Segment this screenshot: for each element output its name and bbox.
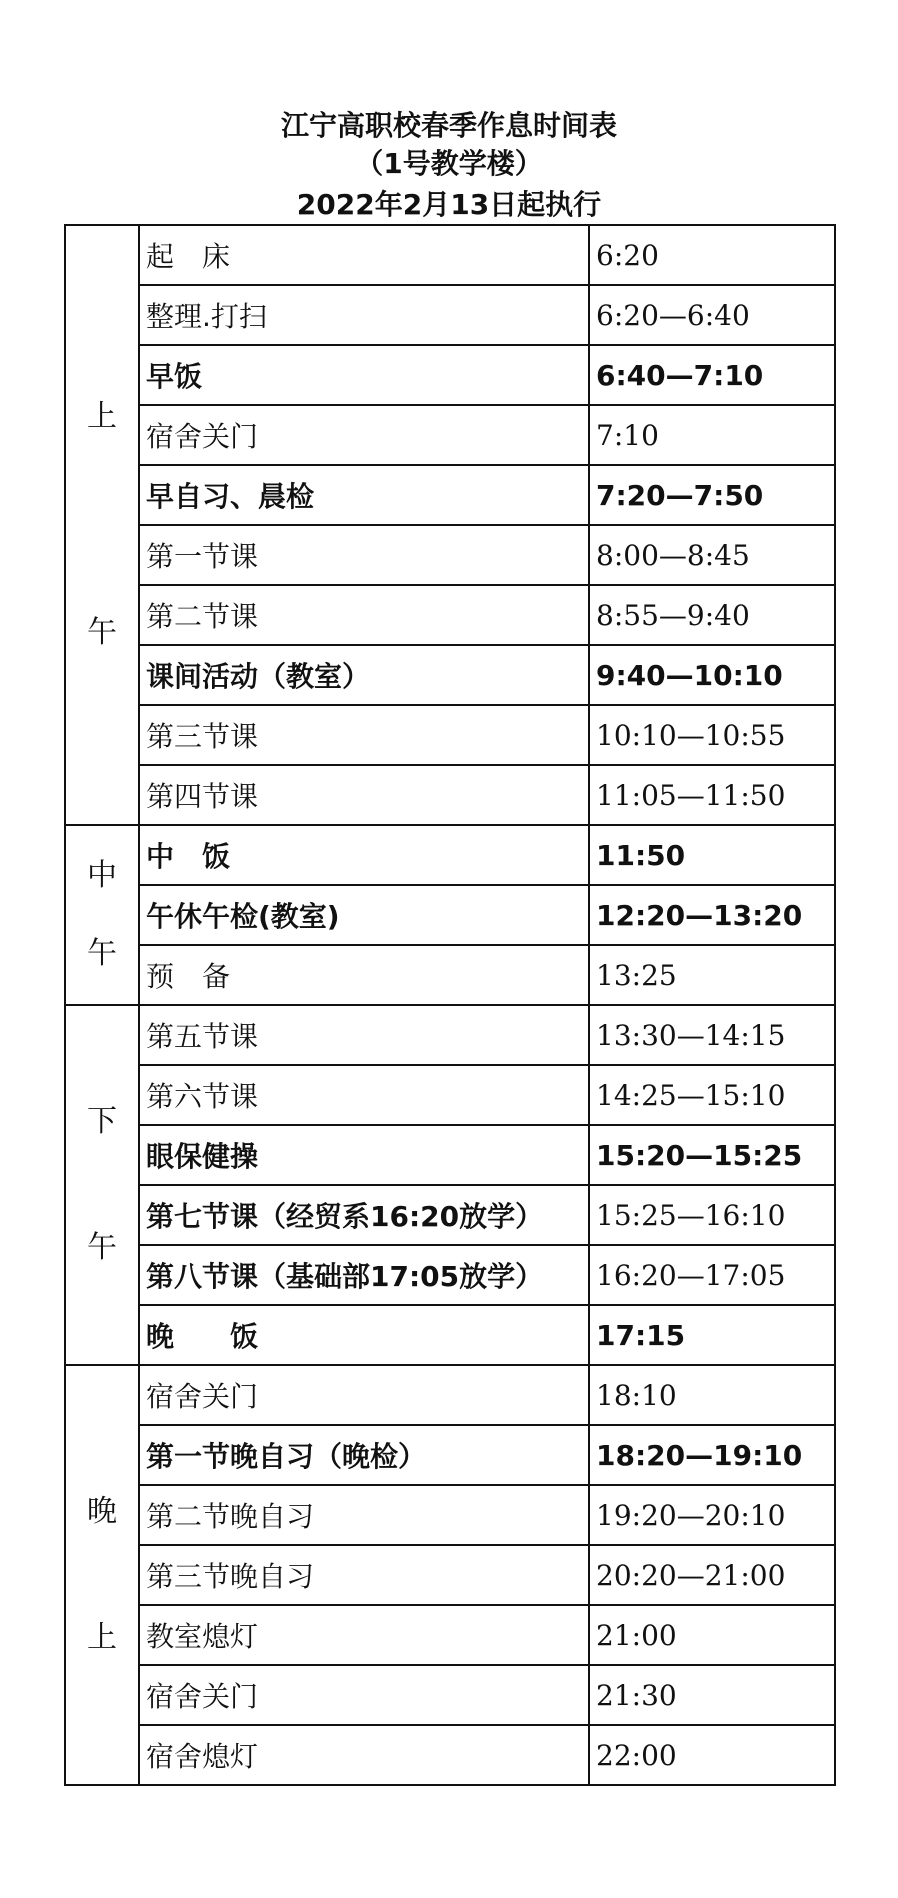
time-cell: 21:30 bbox=[589, 1665, 835, 1725]
period-label: 上 bbox=[87, 1620, 117, 1655]
table-row bbox=[65, 1125, 835, 1185]
time-cell: 10:10—10:55 bbox=[589, 705, 835, 765]
activity-cell: 第三节课 bbox=[139, 705, 589, 765]
activity-cell: 第一节晚自习（晚检） bbox=[139, 1425, 589, 1485]
activity-cell: 午休午检(教室) bbox=[139, 885, 589, 945]
time-cell: 15:20—15:25 bbox=[589, 1125, 835, 1185]
page-subtitle: （1号教学楼） bbox=[355, 147, 543, 180]
table-row bbox=[65, 405, 835, 465]
table-row bbox=[65, 1185, 835, 1245]
table-row bbox=[65, 1305, 835, 1365]
table-row bbox=[65, 885, 835, 945]
period-label: 午 bbox=[87, 936, 117, 971]
time-cell: 18:10 bbox=[589, 1365, 835, 1425]
time-cell: 6:40—7:10 bbox=[589, 345, 835, 405]
table-row bbox=[65, 225, 835, 285]
activity-cell: 早饭 bbox=[139, 345, 589, 405]
table-row bbox=[65, 1485, 835, 1545]
table-row bbox=[65, 765, 835, 825]
activity-cell: 宿舍熄灯 bbox=[139, 1725, 589, 1785]
activity-cell: 第三节晚自习 bbox=[139, 1545, 589, 1605]
table-row bbox=[65, 1725, 835, 1785]
activity-cell: 第二节晚自习 bbox=[139, 1485, 589, 1545]
page-title: 江宁高职校春季作息时间表 bbox=[280, 109, 617, 142]
time-cell: 14:25—15:10 bbox=[589, 1065, 835, 1125]
table-row bbox=[65, 1005, 835, 1065]
period-label: 晚 bbox=[87, 1494, 117, 1529]
table-row bbox=[65, 345, 835, 405]
table-row bbox=[65, 1245, 835, 1305]
period-label: 午 bbox=[87, 1230, 117, 1265]
table-row bbox=[65, 1665, 835, 1725]
activity-cell: 晚 饭 bbox=[139, 1305, 589, 1365]
activity-cell: 中 饭 bbox=[139, 825, 589, 885]
time-cell: 9:40—10:10 bbox=[589, 645, 835, 705]
activity-cell: 第六节课 bbox=[139, 1065, 589, 1125]
time-cell: 21:00 bbox=[589, 1605, 835, 1665]
time-cell: 8:55—9:40 bbox=[589, 585, 835, 645]
activity-cell: 预 备 bbox=[139, 945, 589, 1005]
table-row bbox=[65, 1365, 835, 1425]
time-cell: 17:15 bbox=[589, 1305, 835, 1365]
time-cell: 8:00—8:45 bbox=[589, 525, 835, 585]
activity-cell: 宿舍关门 bbox=[139, 1365, 589, 1425]
table-row bbox=[65, 705, 835, 765]
period-noon bbox=[65, 825, 139, 1005]
period-morning bbox=[65, 225, 139, 825]
table-row bbox=[65, 1545, 835, 1605]
effective-date: 2022年2月13日起执行 bbox=[296, 188, 602, 221]
time-cell: 19:20—20:10 bbox=[589, 1485, 835, 1545]
time-cell: 11:50 bbox=[589, 825, 835, 885]
table-row bbox=[65, 285, 835, 345]
time-cell: 18:20—19:10 bbox=[589, 1425, 835, 1485]
time-cell: 12:20—13:20 bbox=[589, 885, 835, 945]
period-label: 中 bbox=[87, 858, 117, 893]
table-row bbox=[65, 585, 835, 645]
activity-cell: 教室熄灯 bbox=[139, 1605, 589, 1665]
table-row bbox=[65, 645, 835, 705]
table-row bbox=[65, 465, 835, 525]
period-afternoon bbox=[65, 1005, 139, 1365]
table-row bbox=[65, 1425, 835, 1485]
activity-cell: 第四节课 bbox=[139, 765, 589, 825]
time-cell: 7:20—7:50 bbox=[589, 465, 835, 525]
activity-cell: 早自习、晨检 bbox=[139, 465, 589, 525]
activity-cell: 第二节课 bbox=[139, 585, 589, 645]
table-row bbox=[65, 825, 835, 885]
table-row bbox=[65, 1065, 835, 1125]
schedule-body bbox=[65, 225, 835, 1785]
time-cell: 6:20—6:40 bbox=[589, 285, 835, 345]
activity-cell: 第五节课 bbox=[139, 1005, 589, 1065]
time-cell: 6:20 bbox=[589, 225, 835, 285]
activity-cell: 课间活动（教室） bbox=[139, 645, 589, 705]
activity-cell: 第七节课（经贸系16:20放学） bbox=[139, 1185, 589, 1245]
table-row bbox=[65, 945, 835, 1005]
time-cell: 16:20—17:05 bbox=[589, 1245, 835, 1305]
time-cell: 7:10 bbox=[589, 405, 835, 465]
time-cell: 15:25—16:10 bbox=[589, 1185, 835, 1245]
period-evening bbox=[65, 1365, 139, 1785]
time-cell: 22:00 bbox=[589, 1725, 835, 1785]
table-row bbox=[65, 525, 835, 585]
activity-cell: 宿舍关门 bbox=[139, 405, 589, 465]
activity-cell: 第一节课 bbox=[139, 525, 589, 585]
period-label: 午 bbox=[87, 615, 117, 650]
schedule-table bbox=[64, 224, 836, 1786]
activity-cell: 起 床 bbox=[139, 225, 589, 285]
activity-cell: 整理.打扫 bbox=[139, 285, 589, 345]
period-label: 上 bbox=[87, 399, 117, 434]
time-cell: 11:05—11:50 bbox=[589, 765, 835, 825]
activity-cell: 第八节课（基础部17:05放学） bbox=[139, 1245, 589, 1305]
period-label: 下 bbox=[87, 1104, 117, 1139]
activity-cell: 宿舍关门 bbox=[139, 1665, 589, 1725]
activity-cell: 眼保健操 bbox=[139, 1125, 589, 1185]
time-cell: 13:25 bbox=[589, 945, 835, 1005]
time-cell: 13:30—14:15 bbox=[589, 1005, 835, 1065]
table-row bbox=[65, 1605, 835, 1665]
time-cell: 20:20—21:00 bbox=[589, 1545, 835, 1605]
